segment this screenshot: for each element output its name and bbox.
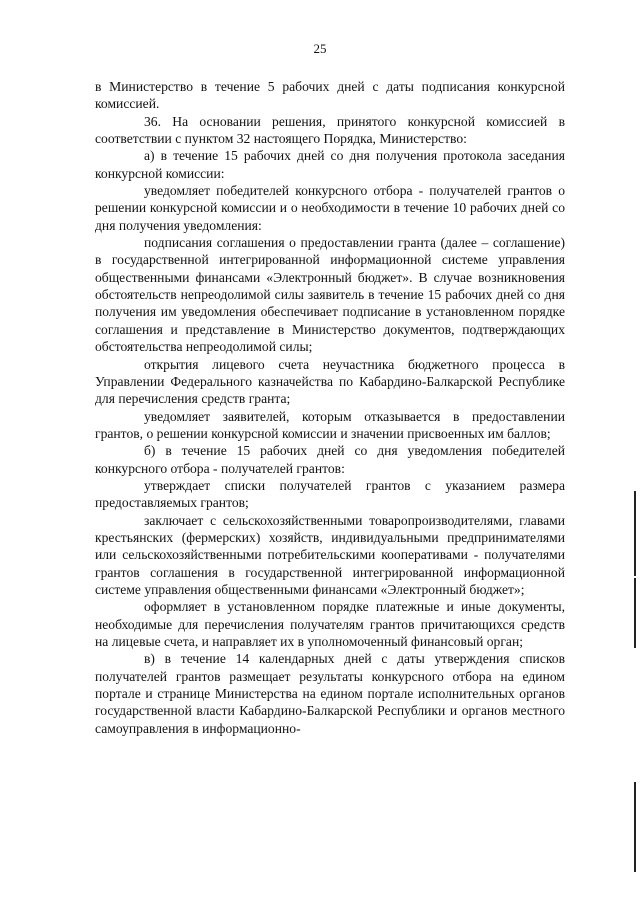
paragraph: б) в течение 15 рабочих дней со дня уведомления победителей конкурсного отбора - получателей грантов:	[95, 443, 565, 476]
paragraph: в Министерство в течение 5 рабочих дней с даты подписания конкурсной комиссией.	[95, 79, 565, 112]
paragraph: утверждает списки получателей грантов с указанием размера предоставляемых грантов;	[95, 477, 565, 511]
scan-edge-mark	[634, 782, 636, 872]
page-number: 25	[313, 41, 327, 56]
paragraph: уведомляет заявителей, которым отказывается в предоставлении грантов, о решении конкурсной комиссии и значении присвоенных им баллов;	[95, 408, 565, 441]
paragraph: уведомляет победителей конкурсного отбора - получателей грантов о решении конкурсной комиссии и о необходимости в течение 10 рабочих дней со дня получения уведомления:	[95, 183, 565, 233]
paragraph: 36. На основании решения, принятого конкурсной комиссией в соответствии с пунктом 32 настоящего Порядка, Министерство:	[95, 113, 565, 147]
paragraph: оформляет в установленном порядке платежные и иные документы, необходимые для перечисления получателям грантов причитающихся средств на лицевые счета, и направляет их в уполномоченный финансовый орган;	[95, 599, 565, 649]
scan-edge-mark	[634, 491, 636, 576]
paragraph: подписания соглашения о предоставлении гранта (далее – соглашение) в государственной интегрированной информационной системе управления общественными финансами «Электронный бюджет». В случае возникновения обстоятельств непреодолимой силы заявитель в течение 15 рабочих дней со дня получения им уведомления обеспечивает подписание в установленном порядке соглашения и представление в Министерство документов, подтверждающих обстоятельства непреодолимой силы;	[95, 235, 565, 355]
scan-edge-mark	[634, 578, 636, 648]
paragraph: открытия лицевого счета неучастника бюджетного процесса в Управлении Федерального казначейства по Кабардино-Балкарской Республике для перечисления средств гранта;	[95, 356, 565, 407]
paragraph: а) в течение 15 рабочих дней со дня получения протокола заседания конкурсной комиссии:	[95, 148, 565, 181]
document-body	[95, 78, 565, 737]
paragraph: заключает с сельскохозяйственными товаропроизводителями, главами крестьянских (фермерских) хозяйств, индивидуальными предпринимателями или сельскохозяйственными потребительскими кооперативами - получателями грантов соглашения в государственной интегрированной информационной системе управления общественными финансами «Электронный бюджет»;	[95, 512, 565, 597]
paragraph: в) в течение 14 календарных дней с даты утверждения списков получателей грантов размещает результаты конкурсного отбора на едином портале и странице Министерства на едином портале исполнительных органов государственной власти Кабардино-Балкарской Республики и органов местного самоуправления в информационно-	[95, 651, 565, 736]
